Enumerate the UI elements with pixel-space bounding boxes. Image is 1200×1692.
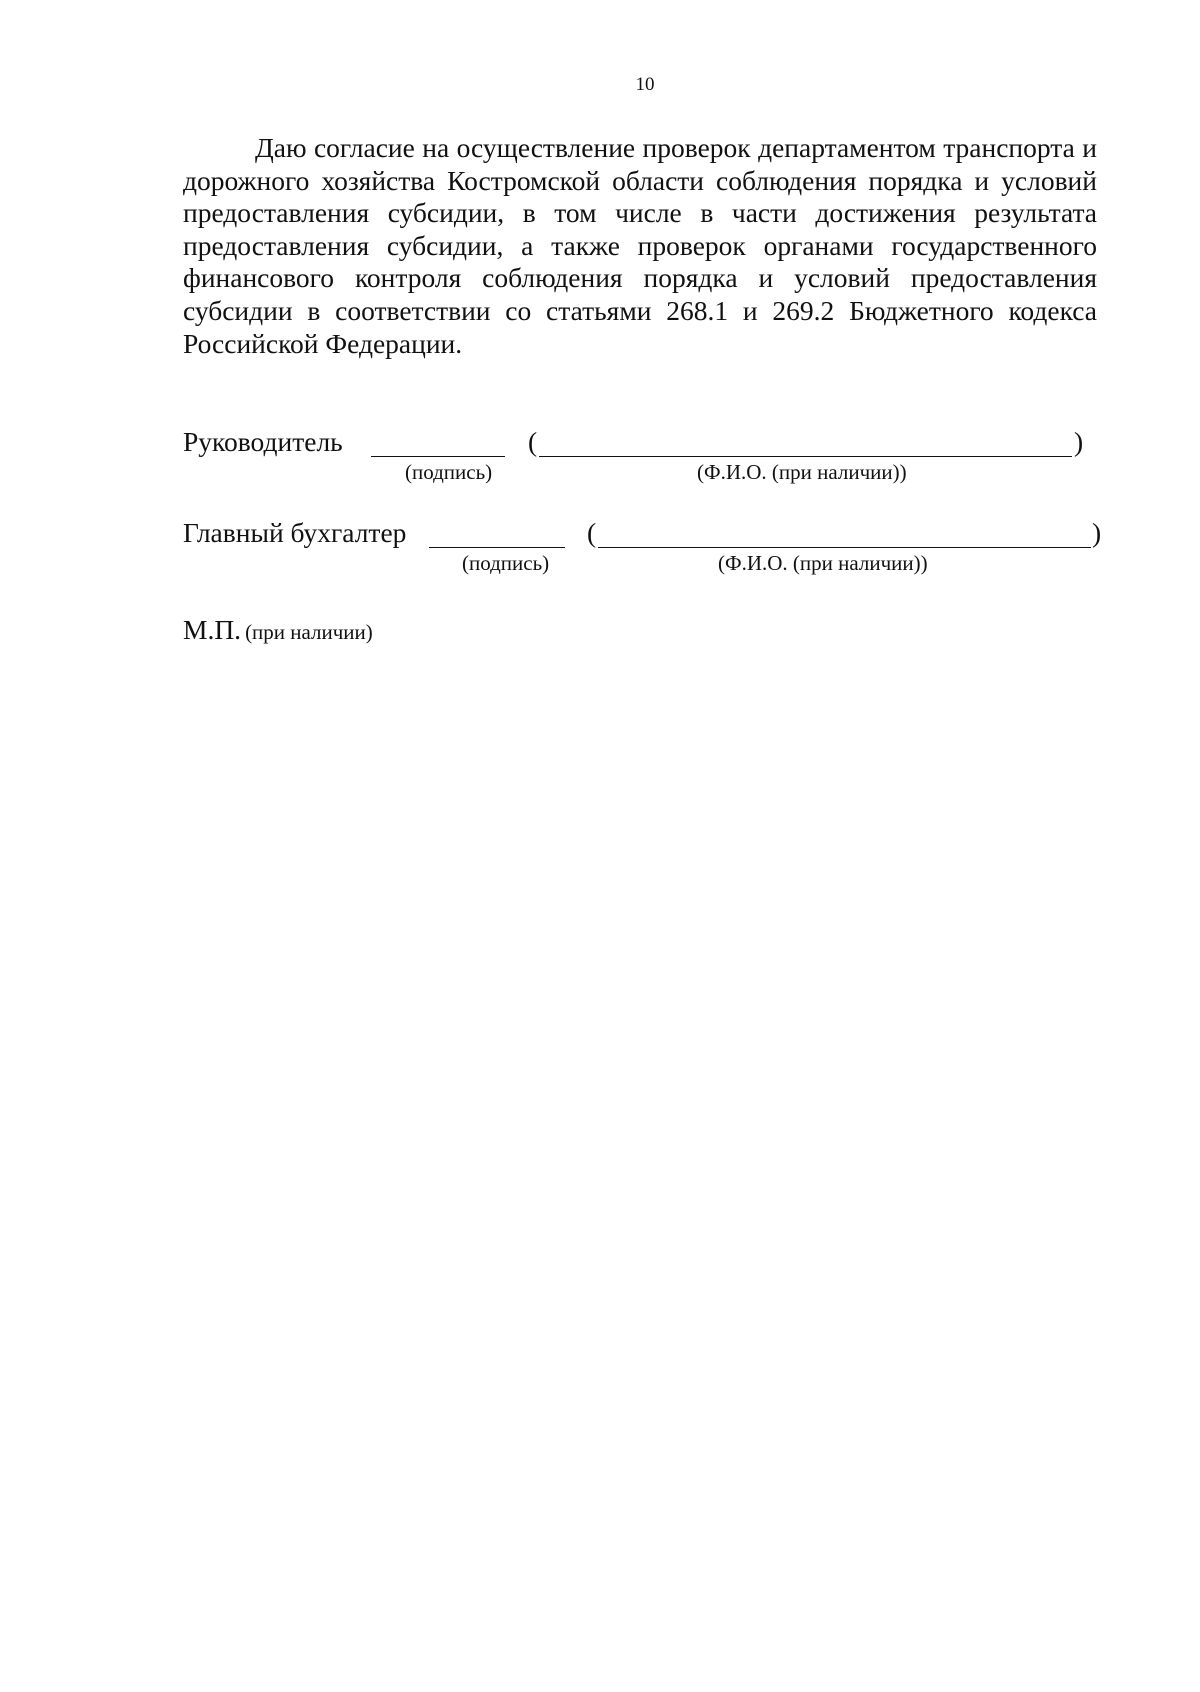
accountant-name-line bbox=[598, 547, 1091, 548]
accountant-signature-line bbox=[429, 547, 565, 548]
head-name-close-paren: ) bbox=[1074, 426, 1084, 457]
head-signature-caption: (подпись) bbox=[405, 460, 493, 484]
accountant-role-label: Главный бухгалтер bbox=[183, 517, 407, 548]
stamp-placeholder bbox=[183, 614, 373, 646]
head-role-label: Руководитель bbox=[183, 426, 343, 457]
stamp-label: М.П. bbox=[183, 614, 242, 645]
accountant-name-open-paren: ( bbox=[587, 517, 597, 548]
accountant-signature-block bbox=[183, 517, 1103, 587]
accountant-signature-caption: (подпись) bbox=[462, 551, 550, 575]
accountant-name-caption: (Ф.И.О. (при наличии)) bbox=[718, 551, 928, 575]
head-signature-block bbox=[183, 426, 1083, 496]
head-name-caption: (Ф.И.О. (при наличии)) bbox=[697, 460, 907, 484]
accountant-name-close-paren: ) bbox=[1092, 517, 1102, 548]
stamp-note: (при наличии) bbox=[245, 620, 373, 644]
head-name-line bbox=[539, 456, 1072, 457]
head-signature-line bbox=[371, 456, 505, 457]
head-name-open-paren: ( bbox=[528, 426, 538, 457]
consent-paragraph: Даю согласие на осуществление проверок департаментом транспорта и дорожного хозяйства Костромской области соблюдения порядка и условий предоставления субсидии, в том числе в части достижения результата предоставления субсидии, а также проверок органами государственного финансового контроля соблюдения порядка и условий предоставления субсидии в соответствии со статьями 268.1 и 269.2 Бюджетного кодекса Российской Федерации. bbox=[183, 132, 1097, 359]
page-number: 10 bbox=[635, 74, 655, 95]
